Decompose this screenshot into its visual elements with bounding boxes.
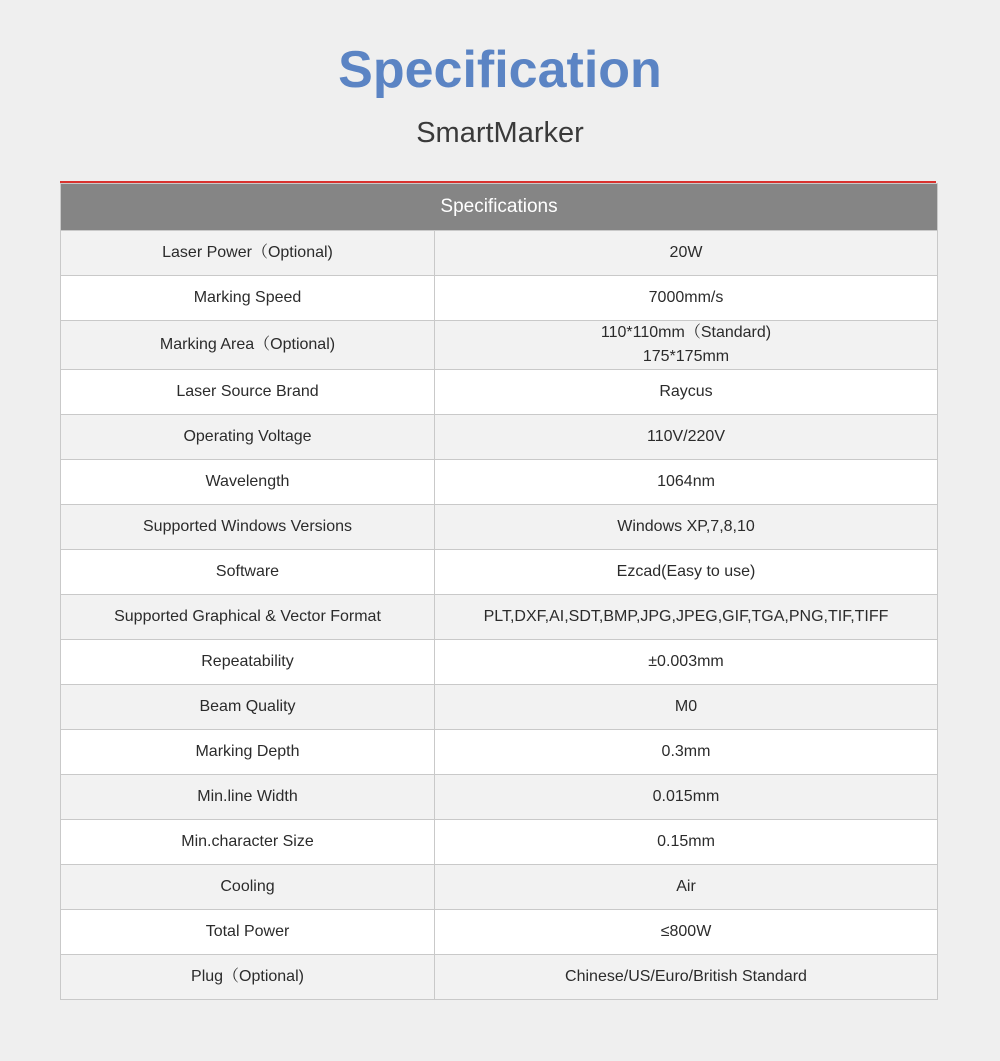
- spec-value: PLT,DXF,AI,SDT,BMP,JPG,JPEG,GIF,TGA,PNG,TIF,TIFF: [435, 595, 938, 640]
- spec-label: Marking Area（Optional): [61, 321, 435, 370]
- spec-label: Marking Speed: [61, 276, 435, 321]
- spec-value: Raycus: [435, 370, 938, 415]
- page-title: Specification: [338, 41, 662, 99]
- spec-label: Laser Source Brand: [61, 370, 435, 415]
- table-row: [61, 865, 938, 910]
- table-row: [61, 370, 938, 415]
- spec-value: Chinese/US/Euro/British Standard: [435, 955, 938, 1000]
- spec-label: Supported Graphical & Vector Format: [61, 595, 435, 640]
- table-row: [61, 820, 938, 865]
- spec-value: 110V/220V: [435, 415, 938, 460]
- spec-value: 0.3mm: [435, 730, 938, 775]
- spec-value: [435, 321, 938, 370]
- table-row: [61, 550, 938, 595]
- spec-table: [60, 183, 938, 1000]
- table-row: [61, 276, 938, 321]
- spec-label: Cooling: [61, 865, 435, 910]
- table-row: [61, 415, 938, 460]
- spec-label: Min.line Width: [61, 775, 435, 820]
- spec-value: Windows XP,7,8,10: [435, 505, 938, 550]
- spec-value: M0: [435, 685, 938, 730]
- table-header-row: [61, 184, 938, 231]
- spec-value: ±0.003mm: [435, 640, 938, 685]
- spec-label: Marking Depth: [61, 730, 435, 775]
- spec-label: Wavelength: [61, 460, 435, 505]
- table-row: [61, 505, 938, 550]
- table-heading: Specifications: [61, 184, 938, 231]
- spec-value: 1064nm: [435, 460, 938, 505]
- table-row: [61, 231, 938, 276]
- spec-value: 7000mm/s: [435, 276, 938, 321]
- spec-value: Ezcad(Easy to use): [435, 550, 938, 595]
- spec-value: Air: [435, 865, 938, 910]
- spec-label: Operating Voltage: [61, 415, 435, 460]
- spec-value: 0.015mm: [435, 775, 938, 820]
- spec-value-line-1: 110*110mm（Standard): [600, 324, 772, 341]
- spec-value-line-2: 175*175mm: [642, 348, 730, 365]
- table-row: [61, 640, 938, 685]
- spec-value: 0.15mm: [435, 820, 938, 865]
- table-row: [61, 775, 938, 820]
- spec-label: Laser Power（Optional): [61, 231, 435, 276]
- spec-label: Supported Windows Versions: [61, 505, 435, 550]
- page-subtitle: SmartMarker: [416, 117, 584, 149]
- table-row: [61, 955, 938, 1000]
- table-row: [61, 910, 938, 955]
- table-row: [61, 460, 938, 505]
- spec-label: Beam Quality: [61, 685, 435, 730]
- spec-label: Plug（Optional): [61, 955, 435, 1000]
- spec-value: 20W: [435, 231, 938, 276]
- spec-label: Total Power: [61, 910, 435, 955]
- spec-label: Repeatability: [61, 640, 435, 685]
- table-row: [61, 685, 938, 730]
- table-row: [61, 595, 938, 640]
- spec-label: Min.character Size: [61, 820, 435, 865]
- spec-label: Software: [61, 550, 435, 595]
- spec-value: ≤800W: [435, 910, 938, 955]
- table-row: [61, 730, 938, 775]
- table-row: [61, 321, 938, 370]
